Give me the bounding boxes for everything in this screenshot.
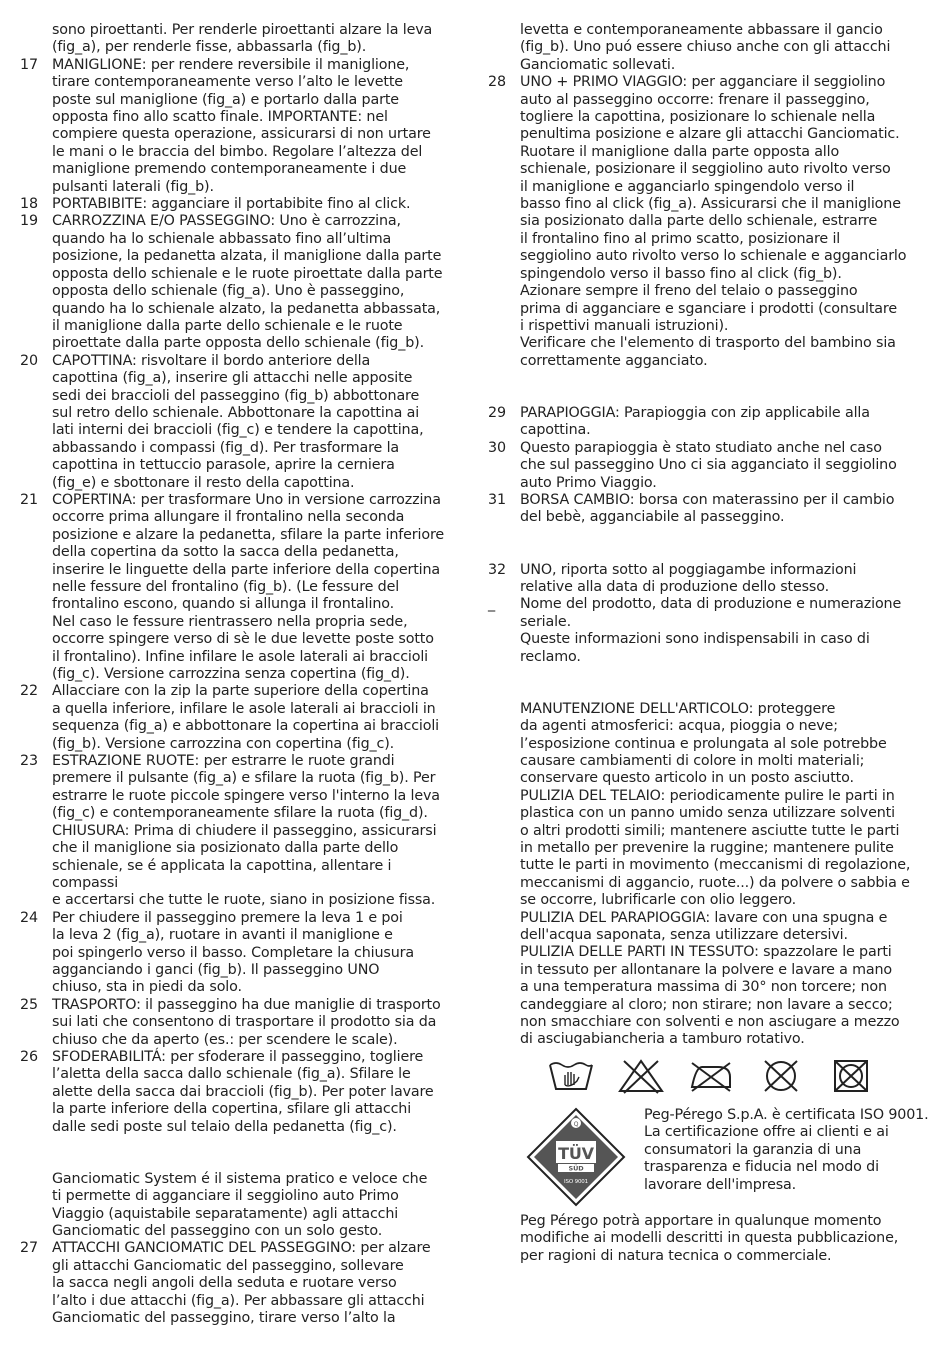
instruction-item-21 bbox=[20, 492, 460, 683]
item-text: Per chiudere il passeggino premere la leva 1 e poi la leva 2 (fig_a), ruotare in avanti il maniglione e poi spingerlo verso il basso. Completare la chiusura agganciando i ganci (fig_b). Il passeggino UNO chiuso, sta in piedi da solo. bbox=[52, 909, 414, 996]
item-text: MANIGLIONE: per rendere reversibile il maniglione, tirare contemporaneamente verso l’alto le levette poste sul maniglione (fig_a) e portarlo dalla parte opposta fino allo scatto finale. IMPORTANTE: nel compiere questa operazione, assicurarsi di non urtare le mani o le braccia del bimbo. Regolare l’altezza del maniglione premendo contemporaneamente i due pulsanti laterali (fig_b). bbox=[52, 56, 431, 195]
ganciomatic-text: Ganciomatic System é il sistema pratico e veloce che ti permette di agganciare il seggiolino auto Primo Viaggio (aquistabile separatamente) agli attacchi Ganciomatic del passeggino con un solo gesto. bbox=[52, 1170, 428, 1239]
item-text: BORSA CAMBIO: borsa con materassino per il cambio del bebè, agganciabile al passeggino. bbox=[520, 491, 895, 526]
item-text: PARAPIOGGIA: Parapioggia con zip applicabile alla capottina. bbox=[520, 404, 870, 439]
instruction-item-31 bbox=[488, 492, 933, 527]
item-number: 19 bbox=[20, 213, 38, 230]
instruction-item-20 bbox=[20, 353, 460, 492]
instruction-item-32 bbox=[488, 562, 933, 597]
item-number: 23 bbox=[20, 753, 38, 770]
instruction-item-19 bbox=[20, 213, 460, 352]
item-number: 32 bbox=[488, 561, 506, 578]
svg-text:ISO 9001: ISO 9001 bbox=[564, 1178, 588, 1185]
tuv-sud-logo-icon bbox=[526, 1107, 626, 1207]
accessory-list bbox=[488, 405, 933, 527]
item-text: Nome del prodotto, data di produzione e numerazione seriale. Queste informazioni sono indispensabili in caso di reclamo. bbox=[520, 596, 902, 665]
item-text: COPERTINA: per trasformare Uno in versione carrozzina occorre prima allungare il frontalino nella seconda posizione e alzare la pedanetta, sfilare la parte inferiore della copertina da sotto la sacca della pedanetta, inserire le linguette della parte inferiore della copertina nelle fessure del frontalino (fig_b). (Le fessure del frontalino escono, quando si allunga il frontalino. Nel caso le fessure rientrassero nella propria sede, occorre spingere verso di sè le due levette poste sotto il frontalino). Infine infilare le asole laterali ai braccioli (fig_c). Versione carrozzina senza copertina (fig_d). bbox=[52, 491, 445, 683]
production-info-list bbox=[488, 562, 933, 666]
maintenance-text: MANUTENZIONE DELL'ARTICOLO: proteggere da agenti atmosferici: acqua, pioggia o neve; l’esposizione continua e prolungata al sole potrebbe causare cambiamenti di colore in molti materiali; conservare questo articolo in un posto asciutto. PULIZIA DEL TELAIO: periodicamente pulire le parti in plastica con un panno umido senza utilizzare solventi o altri prodotti simili; mantenere asciutte tutte le parti in metallo per prevenire la ruggine; mantenere pulite tutte le parti in movimento (meccanismi di regolazione, meccanismi di aggancio, ruote...) da polvere o sabbia e se occorre, lubrificarle con olio leggero. PULIZIA DEL PARAPIOGGIA: lavare con una spugna e dell'acqua saponata, senza utilizzare detersivi. PULIZIA DELLE PARTI IN TESSUTO: spazzolare le parti in tessuto per allontanare la polvere e lavare a mano a una temperatura massima di 30° non torcere; non candeggiare al cloro; non stirare; non lavare a secco; non smacchiare con solventi e non asciugare a mezzo di asciugabiancheria a tamburo rotativo. bbox=[520, 700, 911, 1048]
instruction-item-24 bbox=[20, 910, 460, 997]
left-column bbox=[20, 22, 460, 1327]
instruction-item-26 bbox=[20, 1049, 460, 1136]
no-tumble-dry-icon bbox=[826, 1057, 876, 1095]
continuation-text: levetta e contemporaneamente abbassare il gancio (fig_b). Uno puó essere chiuso anche con gli attacchi Ganciomatic sollevati. bbox=[520, 22, 891, 73]
instruction-list bbox=[20, 57, 460, 1136]
item-number: 30 bbox=[488, 439, 506, 456]
instruction-item-17 bbox=[20, 57, 460, 196]
instruction-item-30 bbox=[488, 440, 933, 492]
no-iron-icon bbox=[686, 1057, 736, 1095]
intro-text: sono piroettanti. Per renderle piroettanti alzare la leva (fig_a), per renderle fisse, abbassarla (fig_b). bbox=[52, 22, 433, 56]
item-text: CARROZZINA E/O PASSEGGINO: Uno è carrozzina, quando ha lo schienale abbassato fino all’ultima posizione, la pedanetta alzata, il maniglione dalla parte opposta dello schienale e le ruote piroettate dalla parte opposta dello schienale (fig_a). Uno è passeggino, quando ha lo schienale alzato, la pedanetta abbassata, il maniglione dalla parte dello schienale e le ruote piroettate dalla parte opposta dello schienale (fig_b). bbox=[52, 213, 443, 352]
item-text: CAPOTTINA: risvoltare il bordo anteriore della capottina (fig_a), inserire gli attacchi nelle apposite sedi dei braccioli del passeggino (fig_b) abbottonare sul retro dello schienale. Abbottonare la capottina ai lati interni dei braccioli (fig_c) e tendere la capottina, abbassando i compassi (fig_d). Per trasformare la capottina in tettuccio parasole, aprire la cerniera (fig_e) e sbottonare il resto della capottina. bbox=[52, 352, 424, 491]
instruction-item-bullet bbox=[488, 596, 933, 666]
item-number: _ bbox=[488, 596, 495, 613]
item-number: 20 bbox=[20, 352, 38, 369]
item-number: 29 bbox=[488, 404, 506, 421]
item-text: Questo parapioggia è stato studiato anche nel caso che sul passeggino Uno ci sia agganciato il seggiolino auto Primo Viaggio. bbox=[520, 439, 897, 491]
item-text: ATTACCHI GANCIOMATIC DEL PASSEGGINO: per alzare gli attacchi Ganciomatic del passeggino, sollevare la sacca negli angoli della seduta e ruotare verso l’alto i due attacchi (fig_a). Per abbassare gli attacchi Ganciomatic del passeggino, tirare verso l’alto la bbox=[52, 1240, 431, 1327]
item-number: 22 bbox=[20, 683, 38, 700]
item-text: UNO + PRIMO VIAGGIO: per agganciare il seggiolino auto al passeggino occorre: frenare il passeggino, togliere la capottina, posizionare lo schienale nella penultima posizione e alzare gli attacchi Ganciomatic. Ruotare il maniglione dalla parte opposta allo schienale, posizionare il seggiolino auto rivolto verso il maniglione e agganciarlo spingendolo verso il basso fino al click (fig_a). Assicurarsi che il maniglione sia posizionato dalla parte dello schienale, estrarre il frontalino fino al primo scatto, posizionare il seggiolino auto rivolto verso lo schienale e agganciarlo spingendolo verso il basso fino al click (fig_b). Azionare sempre il freno del telaio o passeggino prima di agganciare e sganciare i prodotti (consultare i rispettivi manuali istruzioni). Verificare che l'elemento di trasporto del bambino sia correttamente agganciato. bbox=[520, 74, 907, 369]
no-bleach-icon bbox=[616, 1057, 666, 1095]
closing-text: Peg Pérego potrà apportare in qualunque momento modifiche ai modelli descritti in questa pubblicazione, per ragioni di natura tecnica o commerciale. bbox=[520, 1212, 899, 1264]
hand-wash-icon bbox=[546, 1057, 596, 1095]
instruction-item-28 bbox=[488, 74, 933, 370]
svg-text:Q: Q bbox=[573, 1120, 579, 1128]
instruction-item-29 bbox=[488, 405, 933, 440]
continuation-block bbox=[488, 22, 933, 74]
item-text: ESTRAZIONE RUOTE: per estrarre le ruote grandi premere il pulsante (fig_a) e sfilare la ruota (fig_b). Per estrarre le ruote piccole spingere verso l'interno la leva (fig_c) e contemporaneamente sfilare la ruota (fig_d). CHIUSURA: Prima di chiudere il passeggino, assicurarsi che il maniglione sia posizionato dalla parte dello schienale, se é applicata la capottina, allentare i compassi e accertarsi che tutte le ruote, siano in posizione fissa. bbox=[52, 753, 440, 909]
instruction-item-25 bbox=[20, 997, 460, 1049]
certification-block bbox=[488, 1107, 933, 1207]
closing-block bbox=[488, 1213, 933, 1265]
item-text: SFODERABILITÁ: per sfoderare il passeggino, togliere l’aletta della sacca dallo schienale (fig_a). Sfilare le alette della sacca dai braccioli (fig_b). Per poter lavare la parte inferiore della copertina, sfilare gli attacchi dalle sedi poste sul telaio della pedanetta (fig_c). bbox=[52, 1048, 434, 1135]
instruction-item-18 bbox=[20, 196, 460, 213]
intro-block bbox=[20, 22, 460, 57]
care-symbols bbox=[546, 1057, 876, 1095]
item-number: 28 bbox=[488, 74, 506, 91]
item-number: 17 bbox=[20, 56, 38, 73]
item-text: PORTABIBITE: agganciare il portabibite fino al click. bbox=[52, 196, 411, 213]
instruction-item-22 bbox=[20, 683, 460, 753]
svg-text:TÜV: TÜV bbox=[558, 1143, 594, 1163]
item-text: TRASPORTO: il passeggino ha due maniglie di trasporto sui lati che consentono di trasportare il prodotto sia da chiuso che da aperto (es.: per scendere le scale). bbox=[52, 996, 441, 1048]
item-number: 26 bbox=[20, 1048, 38, 1065]
instruction-item-23 bbox=[20, 753, 460, 910]
ganciomatic-block bbox=[20, 1171, 460, 1241]
item-number: 31 bbox=[488, 491, 506, 508]
item-text: Allacciare con la zip la parte superiore della copertina a quella inferiore, infilare le asole laterali ai braccioli in sequenza (fig_a) e abbottonare la copertina ai braccioli (fig_b). Versione carrozzina con copertina (fig_c). bbox=[52, 683, 439, 752]
item-number: 27 bbox=[20, 1240, 38, 1257]
svg-text:SÜD: SÜD bbox=[568, 1164, 584, 1173]
item-number: 24 bbox=[20, 909, 38, 926]
maintenance-block bbox=[488, 701, 933, 1049]
instruction-item-27 bbox=[20, 1240, 460, 1327]
right-column bbox=[488, 22, 933, 1265]
item-number: 25 bbox=[20, 996, 38, 1013]
item-text: UNO, riporta sotto al poggiagambe informazioni relative alla data di produzione dello stesso. bbox=[520, 561, 857, 595]
item-number: 21 bbox=[20, 491, 38, 508]
item-number: 18 bbox=[20, 196, 38, 213]
certification-text: Peg-Pérego S.p.A. è certificata ISO 9001. La certificazione offre ai clienti e ai consumatori la garanzia di una trasparenza e fiducia nel modo di lavorare dell'impresa. bbox=[644, 1106, 929, 1193]
no-dry-clean-icon bbox=[756, 1057, 806, 1095]
